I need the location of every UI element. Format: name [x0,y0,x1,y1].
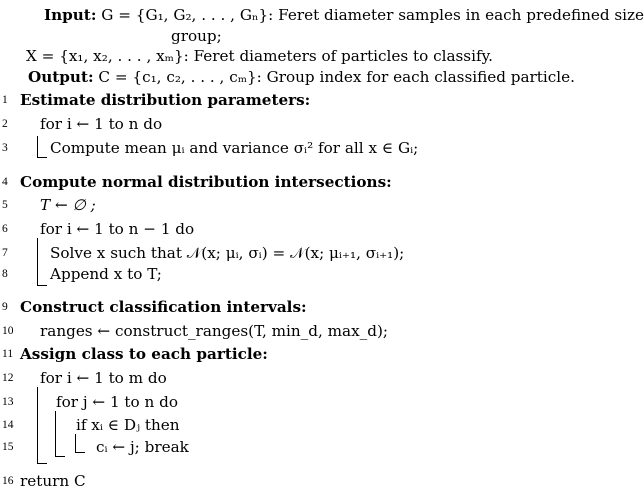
step-estimate-params: Estimate distribution parameters: [20,91,311,109]
line-number: 16 [2,475,14,487]
input-line-continued [171,27,222,45]
line-number: 4 [2,176,8,188]
step-assign-class: Assign class to each particle: [20,345,268,363]
step-construct-intervals: Construct classification intervals: [20,298,307,316]
input-label: Input: [44,6,97,24]
init-t-empty: T ← ∅ ; [40,196,96,214]
line-number: 10 [2,325,14,337]
line-number: 1 [2,94,8,106]
block-bar [37,238,47,286]
line-number: 15 [2,441,14,453]
for-loop-j-n: for j ← 1 to n do [56,393,178,411]
assign-ci-break: cᵢ ← j; break [96,438,189,456]
line-number: 14 [2,419,14,431]
append-x-to-t: Append x to T; [50,265,162,283]
for-loop-i-m: for i ← 1 to m do [40,369,167,387]
output-label: Output: [28,68,94,86]
step-compute-intersections: Compute normal distribution intersections: [20,173,392,191]
line-number: 5 [2,199,8,211]
solve-intersection: Solve x such that 𝒩(x; μᵢ, σᵢ) = 𝒩(x; μᵢ₊₁, σᵢ₊₁); [50,244,405,262]
line-number: 7 [2,247,8,259]
line-number: 6 [2,223,8,235]
for-loop-text: for i ← 1 to n do [40,115,163,133]
line-number: 8 [2,268,8,280]
input-text: G = {G₁, G₂, . . . , Gₙ}: Feret diameter samples in each predefined size [101,6,644,24]
line-number: 2 [2,118,8,130]
for-loop-i-n [40,115,162,133]
line-number: 3 [2,142,8,154]
line-number: 12 [2,372,14,384]
if-xi-in-dj: if xᵢ ∈ Dⱼ then [76,416,180,434]
input-line [44,6,644,24]
line-number: 9 [2,301,8,313]
line-number: 13 [2,396,14,408]
output-line [28,68,575,86]
return-c: return C [20,472,86,490]
block-bar-inner [75,434,85,453]
output-text: C = {c₁, c₂, . . . , cₘ}: Group index for each classified particle. [98,68,575,86]
input-x-line [26,47,493,65]
for-loop-i-n-minus-1: for i ← 1 to n − 1 do [40,220,195,238]
input-x-text: X = {x₁, x₂, . . . , xₘ}: Feret diameters of particles to classify. [26,47,493,65]
construct-ranges-call: ranges ← construct_ranges(T, min_d, max_d); [40,322,389,340]
block-bar [37,136,47,158]
block-bar-middle [55,411,65,457]
compute-mean-variance: Compute mean μᵢ and variance σᵢ² for all x ∈ Gᵢ; [50,139,419,157]
line-number: 11 [2,348,14,360]
input-text-continued: group; [171,27,222,45]
block-bar-outer [37,387,47,464]
